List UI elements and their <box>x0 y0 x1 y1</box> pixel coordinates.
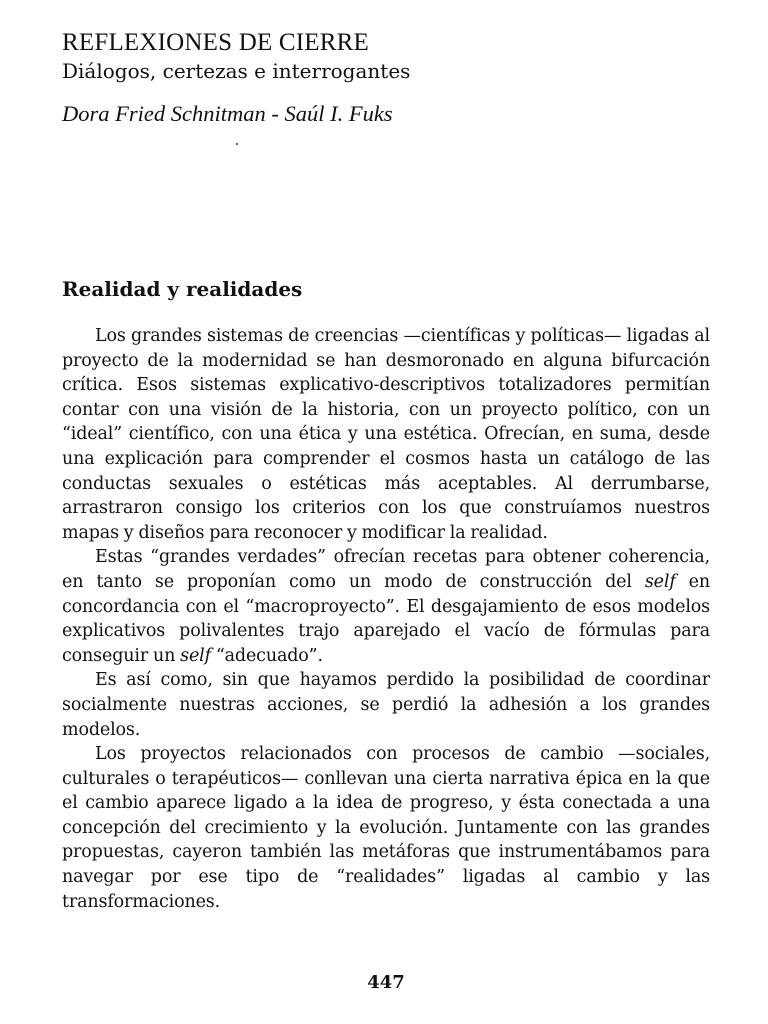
body-text <box>62 324 710 914</box>
paragraph-2-part-a: Estas “grandes verdades” ofrecían recetas para obtener coherencia, en tanto se proponían como un modo de construcción del <box>62 547 710 592</box>
paragraph-1: Los grandes sistemas de creencias —científicas y políticas— ligadas al proyecto de la modernidad se han desmoronado en alguna bifurcación crítica. Esos sistemas explicativo-descriptivos totalizadores permitían contar con una visión de la historia, con un proyecto político, con un “ideal” científico, con una ética y una estética. Ofrecían, en suma, desde una explicación para comprender el cosmos hasta un catálogo de las conductas sexuales o estéticas más aceptables. Al derrumbarse, arrastraron consigo los criterios con los que construíamos nuestros mapas y diseños para reconocer y modificar la realidad. <box>62 326 710 543</box>
self-term: self <box>644 571 676 592</box>
paragraph-2 <box>62 545 710 668</box>
page-number: 447 <box>367 972 405 993</box>
print-speck <box>236 143 238 145</box>
self-term: self <box>180 645 211 666</box>
paragraph-3: Es así como, sin que hayamos perdido la posibilidad de coordinar socialmente nuestras acciones, se perdió la adhesión a los grandes modelos. <box>62 670 710 740</box>
paragraph-4: Los proyectos relacionados con procesos de cambio —sociales, culturales o terapéuticos— conllevan una cierta narrativa épica en la que el cambio aparece ligado a la idea de progreso, y ésta conectada a una concepción del crecimiento y la evolución. Juntamente con las grandes propuestas, cayeron también las metáforas que instrumentábamos para navegar por ese tipo de “realidades” ligadas al cambio y las transformaciones. <box>62 744 710 912</box>
book-page <box>62 28 710 993</box>
paragraph-2-part-b: en concordancia con el “macroproyecto”. El desgajamiento de esos modelos explicativos polivalentes trajo aparejado el vacío de fórmulas para conseguir un <box>62 571 710 666</box>
chapter-title: REFLEXIONES DE CIERRE <box>62 29 369 56</box>
chapter-authors: Dora Fried Schnitman - Saúl I. Fuks <box>62 101 393 126</box>
paragraph-2-part-c: “adecuado”. <box>210 645 323 666</box>
section-heading: Realidad y realidades <box>62 277 303 301</box>
chapter-subtitle: Diálogos, certezas e interrogantes <box>62 59 411 83</box>
